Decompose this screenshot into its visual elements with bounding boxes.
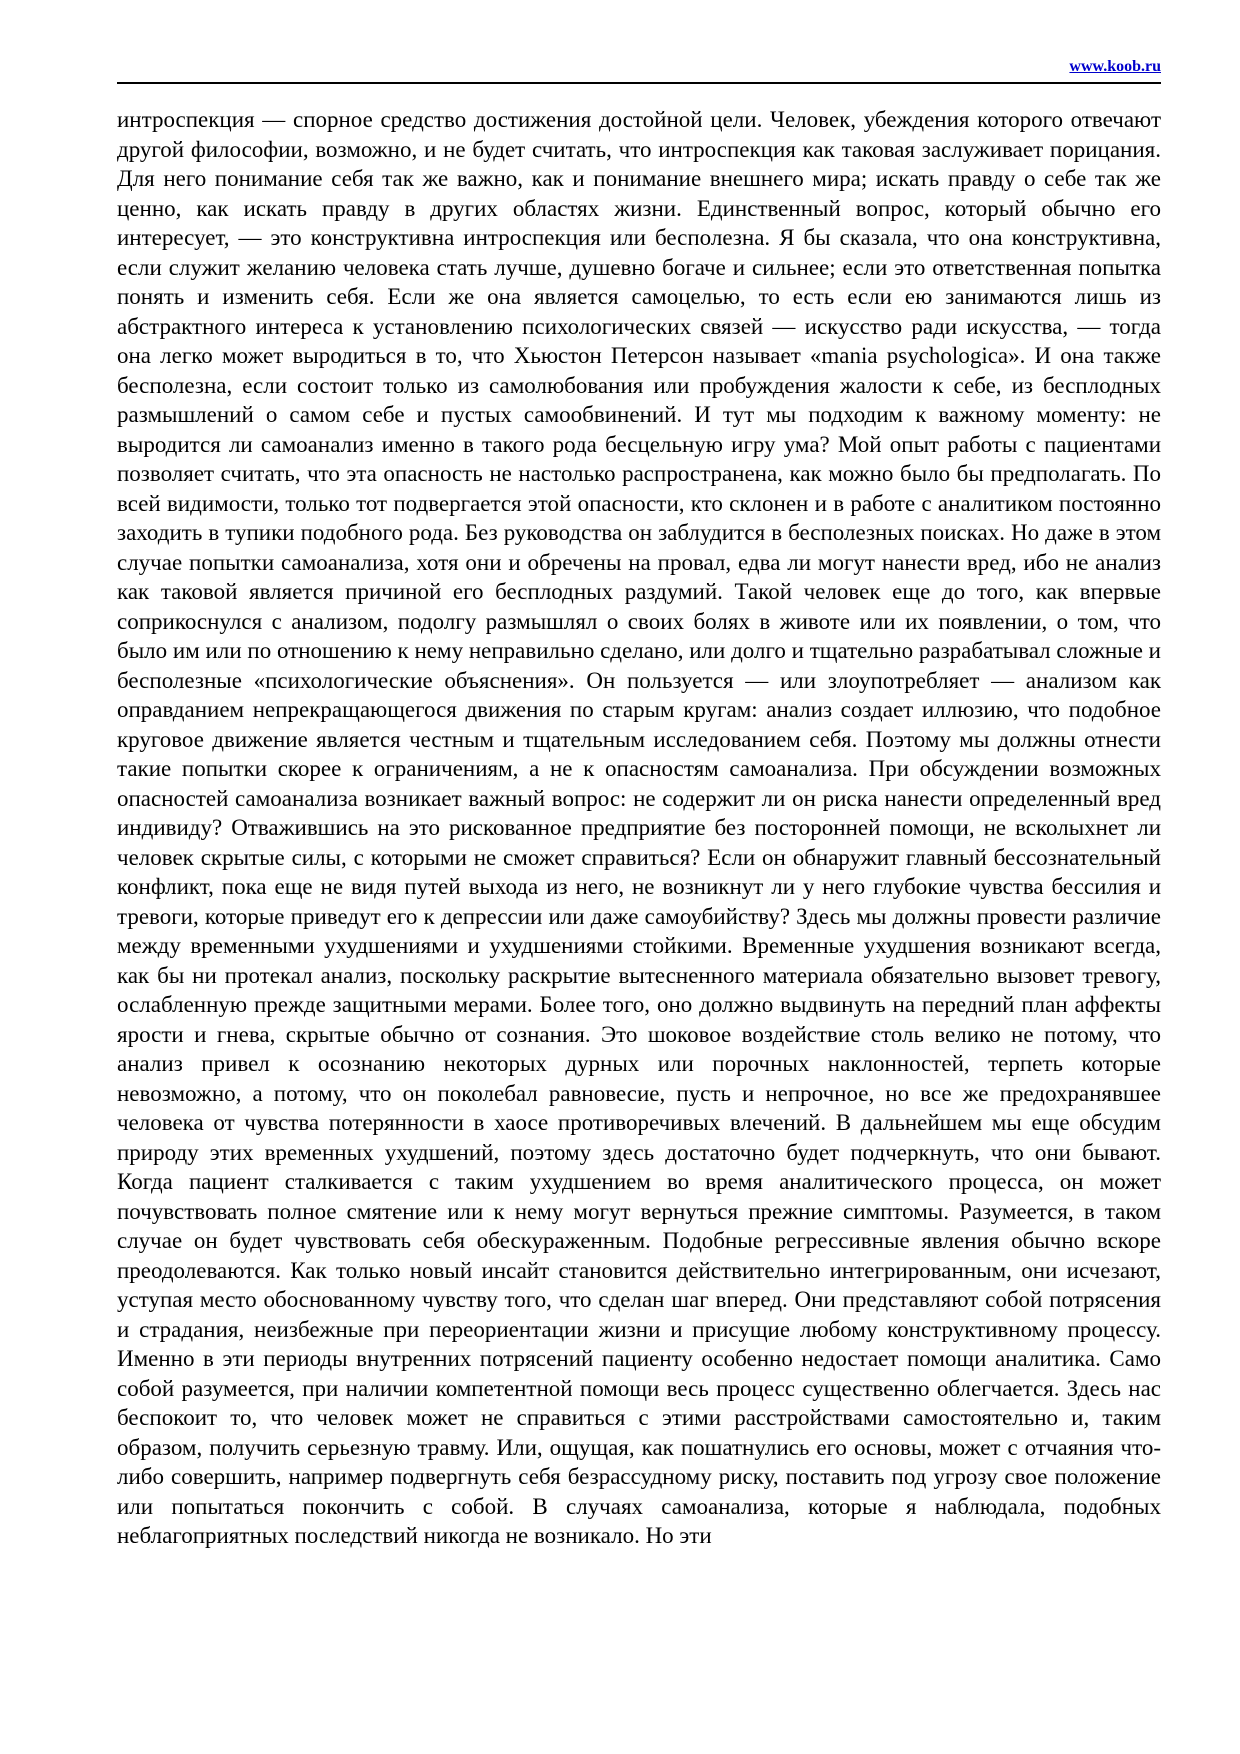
page-body: [117, 105, 1161, 1551]
page-header: [117, 56, 1161, 84]
body-paragraph: интроспекция — спорное средство достижения достойной цели. Человек, убеждения которого отвечают другой философии, возможно, и не будет считать, что интроспекция как таковая заслуживает порицания. Для него понимание себя так же важно, как и понимание внешнего мира; искать правду о себе так же ценно, как искать правду в других областях жизни. Единственный вопрос, который обычно его интересует, — это конструктивна интроспекция или бесполезна. Я бы сказала, что она конструктивна, если служит желанию человека стать лучше, душевно богаче и сильнее; если это ответственная попытка понять и изменить себя. Если же она является самоцелью, то есть если ею занимаются лишь из абстрактного интереса к установлению психологических связей — искусство ради искусства, — тогда она легко может выродиться в то, что Хьюстон Петерсон называет «mania psychologica». И она также бесполезна, если состоит только из самолюбования или пробуждения жалости к себе, из бесплодных размышлений о самом себе и пустых самообвинений. И тут мы подходим к важному моменту: не выродится ли самоанализ именно в такого рода бесцельную игру ума? Мой опыт работы с пациентами позволяет считать, что эта опасность не настолько распространена, как можно было бы предполагать. По всей видимости, только тот подвергается этой опасности, кто склонен и в работе с аналитиком постоянно заходить в тупики подобного рода. Без руководства он заблудится в бесполезных поисках. Но даже в этом случае попытки самоанализа, хотя они и обречены на провал, едва ли могут нанести вред, ибо не анализ как таковой является причиной его бесплодных раздумий. Такой человек еще до того, как впервые соприкоснулся с анализом, подолгу размышлял о своих болях в животе или их появлении, о том, что было им или по отношению к нему неправильно сделано, или долго и тщательно разрабатывал сложные и бесполезные «психологические объяснения». Он пользуется — или злоупотребляет — анализом как оправданием непрекращающегося движения по старым кругам: анализ создает иллюзию, что подобное круговое движение является честным и тщательным исследованием себя. Поэтому мы должны отнести такие попытки скорее к ограничениям, а не к опасностям самоанализа. При обсуждении возможных опасностей самоанализа возникает важный вопрос: не содержит ли он риска нанести определенный вред индивиду? Отважившись на это рискованное предприятие без посторонней помощи, не всколыхнет ли человек скрытые силы, с которыми не сможет справиться? Если он обнаружит главный бессознательный конфликт, пока еще не видя путей выхода из него, не возникнут ли у него глубокие чувства бессилия и тревоги, которые приведут его к депрессии или даже самоубийству? Здесь мы должны провести различие между временными ухудшениями и ухудшениями стойкими. Временные ухудшения возникают всегда, как бы ни протекал анализ, поскольку раскрытие вытесненного материала обязательно вызовет тревогу, ослабленную прежде защитными мерами. Более того, оно должно выдвинуть на передний план аффекты ярости и гнева, скрытые обычно от сознания. Это шоковое воздействие столь велико не потому, что анализ привел к осознанию некоторых дурных или порочных наклонностей, терпеть которые невозможно, а потому, что он поколебал равновесие, пусть и непрочное, но все же предохранявшее человека от чувства потерянности в хаосе противоречивых влечений. В дальнейшем мы еще обсудим природу этих временных ухудшений, поэтому здесь достаточно будет подчеркнуть, что они бывают. Когда пациент сталкивается с таким ухудшением во время аналитического процесса, он может почувствовать полное смятение или к нему могут вернуться прежние симптомы. Разумеется, в таком случае он будет чувствовать себя обескураженным. Подобные регрессивные явления обычно вскоре преодолеваются. Как только новый инсайт становится действительно интегрированным, они исчезают, уступая место обоснованному чувству того, что сделан шаг вперед. Они представляют собой потрясения и страдания, неизбежные при переориентации жизни и присущие любому конструктивному процессу. Именно в эти периоды внутренних потрясений пациенту особенно недостает помощи аналитика. Само собой разумеется, при наличии компетентной помощи весь процесс существенно облегчается. Здесь нас беспокоит то, что человек может не справиться с этими расстройствами самостоятельно и, таким образом, получить серьезную травму. Или, ощущая, как пошатнулись его основы, может с отчаяния что-либо совершить, например подвергнуть себя безрассудному риску, поставить под угрозу свое положение или попытаться покончить с собой. В случаях самоанализа, которые я наблюдала, подобных неблагоприятных последствий никогда не возникало. Но эти: [117, 107, 1161, 1548]
site-link[interactable]: www.koob.ru: [1069, 58, 1161, 75]
